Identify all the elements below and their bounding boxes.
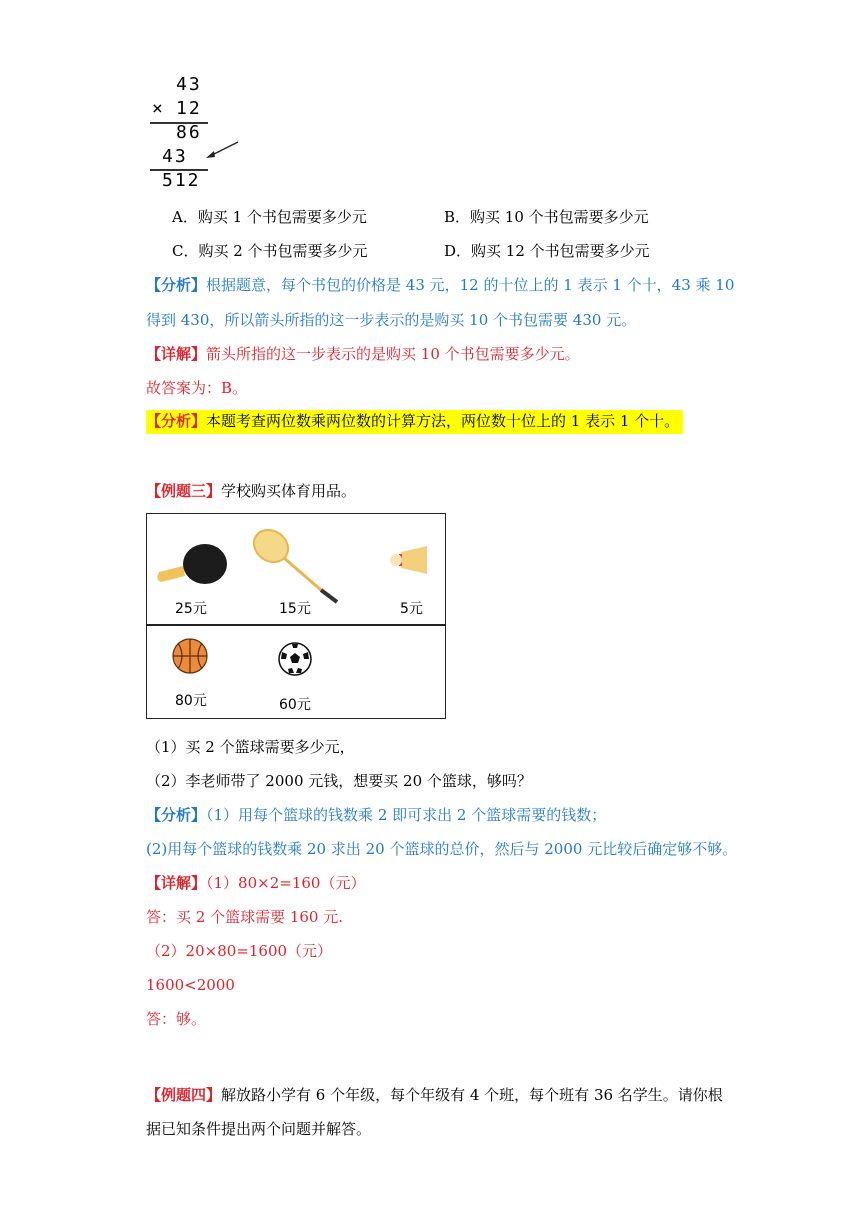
detail-tag: 【详解】: [146, 345, 207, 363]
price-ping-pong: 25元: [175, 601, 207, 617]
calc-row-partial-2: 43: [162, 146, 188, 167]
example-3-tag: 【例题三】: [146, 482, 222, 500]
ex3-detail-line-4: 1600<2000: [146, 976, 235, 994]
ex3-question-2: （2）李老师带了 2000 元钱，想要买 20 个篮球，够吗？: [146, 772, 532, 790]
price-racket: 15元: [279, 601, 311, 617]
calc-row-multiplicand: 43: [176, 74, 202, 95]
summary-tag: 【分析】: [146, 412, 207, 430]
vertical-multiplication: [146, 74, 242, 192]
ex2-analysis-line-2: 得到 430，所以箭头所指的这一步表示的是购买 10 个书包需要 430 元。: [146, 311, 637, 329]
panel-divider: [147, 624, 445, 626]
ex2-analysis-line-1: [146, 274, 734, 296]
ex3-detail-line-5: 答：够。: [146, 1010, 207, 1028]
option-c: C．购买 2 个书包需要多少元: [172, 242, 368, 260]
analysis-text: 根据题意，每个书包的价格是 43 元，12 的十位上的 1 表示 1 个十，43 乘 10: [206, 276, 735, 294]
basketball-icon: [172, 638, 208, 674]
ex2-detail-line: [146, 343, 580, 365]
summary-highlight: [146, 410, 683, 434]
ex2-summary-line: [146, 410, 683, 432]
calc-row-partial-1: 86: [176, 122, 202, 143]
ex3-title-line: [146, 480, 356, 502]
price-soccer-ball: 60元: [279, 697, 311, 713]
analysis-tag: 【分析】: [146, 276, 207, 294]
ex3-analysis-line-2: (2)用每个篮球的钱数乘 20 求出 20 个篮球的总价，然后与 2000 元比较后确定够不够。: [146, 840, 738, 858]
option-d: D．购买 12 个书包需要多少元: [444, 242, 650, 260]
ex3-detail-line-3: （2）20×80=1600（元）: [146, 942, 333, 960]
ping-pong-paddle-icon: [155, 542, 229, 590]
example-4-text: 解放路小学有 6 个年级，每个年级有 4 个班，每个班有 36 名学生。请你根: [221, 1086, 723, 1104]
analysis-tag: 【分析】: [146, 806, 207, 824]
pointer-arrow-icon: [204, 140, 244, 164]
price-basketball: 80元: [175, 693, 207, 709]
calc-row-product: 512: [162, 170, 201, 191]
shuttlecock-icon: [387, 546, 431, 576]
soccer-ball-icon: [278, 642, 312, 676]
badminton-racket-icon: [247, 526, 343, 606]
option-a: A．购买 1 个书包需要多少元: [172, 208, 367, 226]
ex3-analysis-line-1: [146, 804, 606, 826]
ex2-answer: 故答案为：B。: [146, 379, 248, 397]
ex4-line-2: 据已知条件提出两个问题并解答。: [146, 1120, 372, 1138]
detail-text: （1）80×2=160（元）: [206, 874, 366, 892]
example-3-title: 学校购买体育用品。: [221, 482, 357, 500]
sports-goods-panel: [146, 513, 446, 719]
analysis-text: （1）用每个篮球的钱数乘 2 即可求出 2 个篮球需要的钱数；: [206, 806, 607, 824]
calc-times-sign: ×: [152, 98, 165, 119]
ex3-detail-line-1: [146, 872, 365, 894]
price-shuttlecock: 5元: [400, 601, 423, 617]
ex4-line-1: [146, 1084, 723, 1106]
calc-row-multiplier: 12: [176, 98, 202, 119]
detail-text: 箭头所指的这一步表示的是购买 10 个书包需要多少元。: [206, 345, 580, 363]
detail-tag: 【详解】: [146, 874, 207, 892]
summary-text: 本题考查两位数乘两位数的计算方法，两位数十位上的 1 表示 1 个十。: [206, 412, 680, 430]
ex3-detail-line-2: 答：买 2 个篮球需要 160 元.: [146, 908, 344, 926]
ex3-question-1: （1）买 2 个篮球需要多少元，: [146, 738, 355, 756]
option-b: B．购买 10 个书包需要多少元: [444, 208, 649, 226]
example-4-tag: 【例题四】: [146, 1086, 222, 1104]
